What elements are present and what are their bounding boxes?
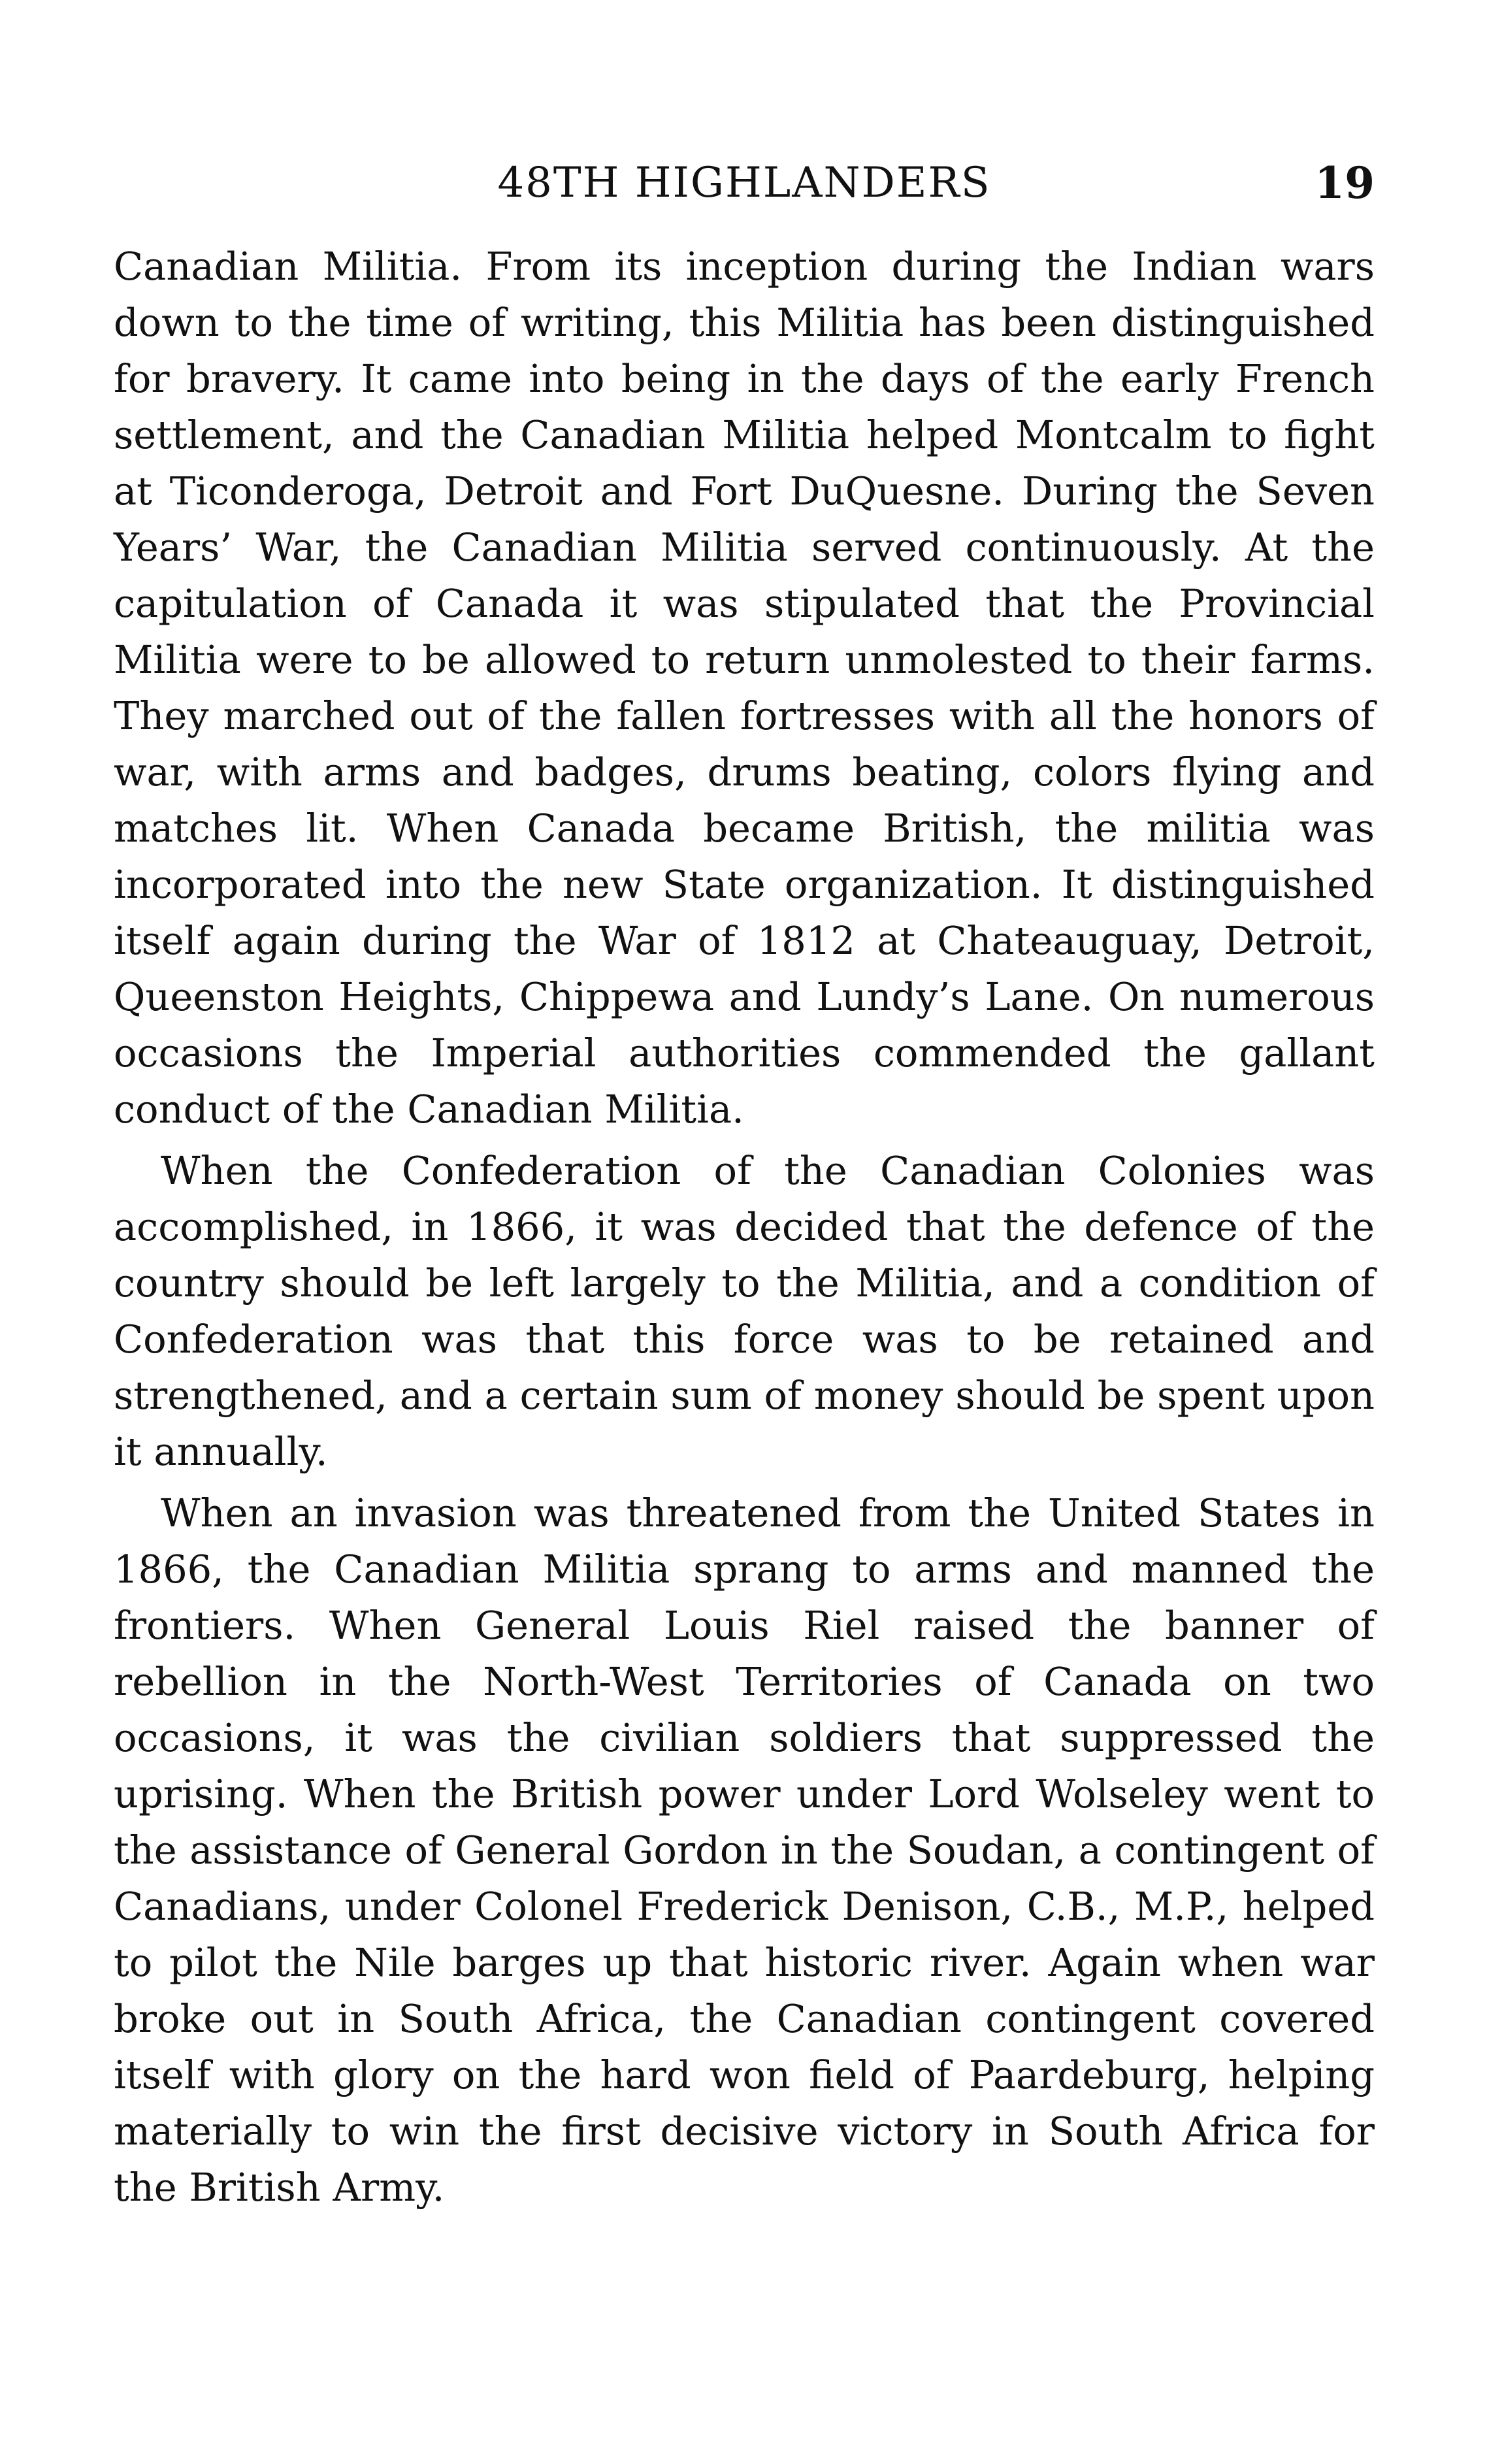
paragraph-2: When the Confederation of the Canadian Colonies was accomplished, in 1866, it was decided that the defence of the country should be left largely to the Militia, and a condition of Confederation was that this force was to be retained and strengthened, and a certain sum of money should be spent upon it annually. xyxy=(114,1148,1375,1474)
running-title: 48TH HIGHLANDERS xyxy=(497,159,991,207)
page-number: 19 xyxy=(1315,157,1375,208)
paragraph-1: Canadian Militia. From its inception during the Indian wars down to the time of writing, this Militia has been distinguished for bravery. It came into being in the days of the early French settlement, and the Canadian Militia helped Montcalm to fight at Ticonderoga, Detroit and Fort DuQuesne. During the Seven Years’ War, the Canadian Militia served continuously. At the capitulation of Canada it was stipulated that the Provincial Militia were to be allowed to return unmolested to their farms. They marched out of the fallen fortresses with all the honors of war, with arms and badges, drums beating, colors flying and matches lit. When Canada became British, the militia was incorporated into the new State organization. It distinguished itself again during the War of 1812 at Chateauguay, Detroit, Queenston Heights, Chippewa and Lundy’s Lane. On numerous occasions the Imperial authorities commended the gallant conduct of the Canadian Militia. xyxy=(114,244,1375,1132)
paragraph-3: When an invasion was threatened from the United States in 1866, the Canadian Militia sprang to arms and manned the frontiers. When General Louis Riel raised the banner of rebellion in the North-West Territories of Canada on two occasions, it was the civilian soldiers that suppressed the uprising. When the British power under Lord Wolseley went to the assistance of General Gordon in the Soudan, a contingent of Canadians, under Colonel Frederick Denison, C.B., M.P., helped to pilot the Nile barges up that historic river. Again when war broke out in South Africa, the Canadian contingent covered itself with glory on the hard won field of Paardeburg, helping materially to win the first decisive victory in South Africa for the British Army. xyxy=(114,1490,1375,2210)
running-head xyxy=(114,154,1375,212)
book-page xyxy=(114,154,1375,2221)
body-text xyxy=(114,238,1375,2216)
